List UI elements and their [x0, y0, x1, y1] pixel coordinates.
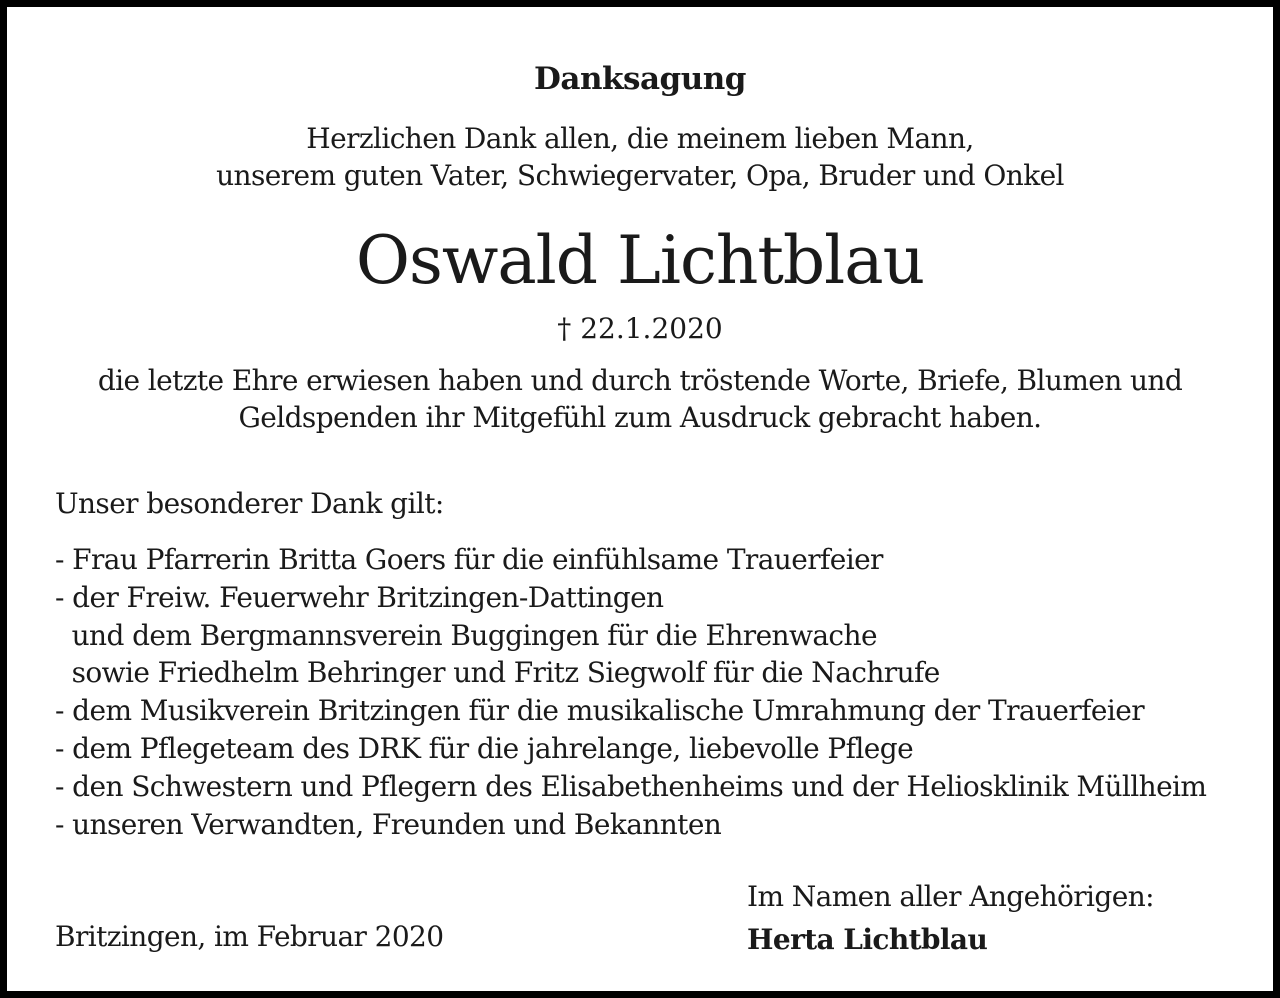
- death-date: † 22.1.2020: [557, 312, 723, 345]
- special-thanks-heading: Unser besonderer Dank gilt:: [55, 487, 444, 520]
- list-item: - den Schwestern und Pflegern des Elisabethenheims und der Heliosklinik Müllheim: [55, 769, 1207, 803]
- signer-name: Herta Lichtblau: [747, 923, 988, 956]
- place-date: Britzingen, im Februar 2020: [55, 920, 444, 953]
- on-behalf-label: Im Namen aller Angehörigen:: [747, 880, 1154, 913]
- deceased-name: Oswald Lichtblau: [355, 222, 925, 299]
- closing-text: [7, 362, 1273, 436]
- list-item: - dem Pflegeteam des DRK für die jahrelange, liebevolle Pflege: [55, 731, 914, 765]
- list-item: - unseren Verwandten, Freunden und Bekannten: [55, 807, 722, 841]
- intro-line: Herzlichen Dank allen, die meinem lieben Mann,: [306, 122, 974, 155]
- closing-line: die letzte Ehre erwiesen haben und durch tröstende Worte, Briefe, Blumen und: [97, 364, 1183, 397]
- closing-line: Geldspenden ihr Mitgefühl zum Ausdruck gebracht haben.: [238, 401, 1042, 434]
- list-item: sowie Friedhelm Behringer und Fritz Siegwolf für die Nachrufe: [55, 656, 940, 690]
- list-item: - dem Musikverein Britzingen für die musikalische Umrahmung der Trauerfeier: [55, 694, 1145, 728]
- list-item: und dem Bergmannsverein Buggingen für die Ehrenwache: [55, 618, 877, 652]
- signature-block: [747, 875, 1154, 961]
- special-thanks-list: [55, 541, 1206, 843]
- intro-line: unserem guten Vater, Schwiegervater, Opa, Bruder und Onkel: [216, 159, 1064, 192]
- list-item: - Frau Pfarrerin Britta Goers für die einfühlsame Trauerfeier: [55, 543, 883, 576]
- notice-title: Danksagung: [534, 61, 746, 97]
- list-item: - der Freiw. Feuerwehr Britzingen-Dattingen: [55, 580, 664, 614]
- intro-text: [7, 120, 1273, 194]
